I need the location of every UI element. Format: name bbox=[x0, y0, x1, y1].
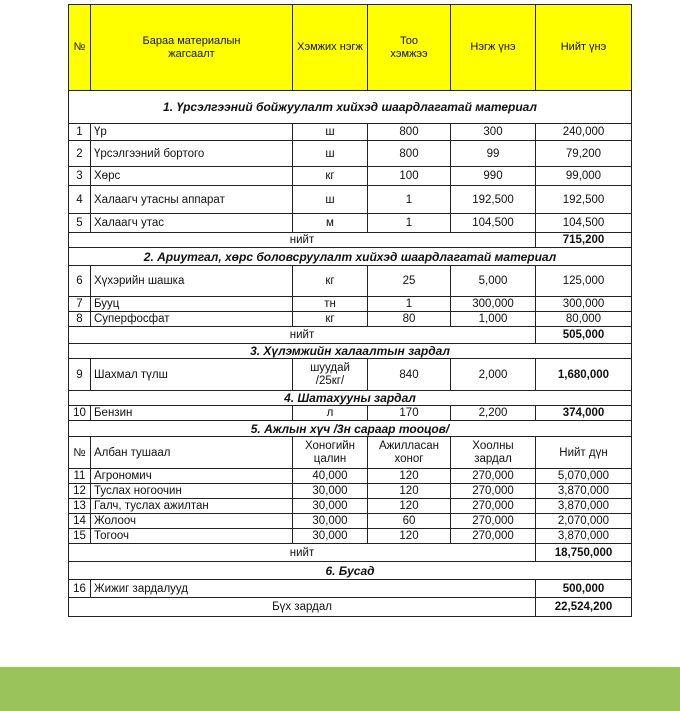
subtotal-label: нийт bbox=[69, 544, 536, 562]
row-unit: тн bbox=[293, 297, 368, 312]
row-unit: л bbox=[293, 406, 368, 421]
row-qty: 1 bbox=[368, 186, 451, 214]
subtotal-row bbox=[69, 233, 632, 248]
row-total: 79,200 bbox=[536, 141, 632, 167]
row-wage: 30,000 bbox=[293, 514, 368, 529]
row-no: 8 bbox=[69, 312, 91, 327]
row-total: 192,500 bbox=[536, 186, 632, 214]
row-name: Жолооч bbox=[91, 514, 293, 529]
table-row bbox=[69, 580, 632, 598]
row-no: 7 bbox=[69, 297, 91, 312]
row-name: Суперфосфат bbox=[91, 312, 293, 327]
row-food: 270,000 bbox=[451, 484, 536, 499]
section-title: 4. Шатахууны зардал bbox=[69, 391, 632, 406]
section-title: 6. Бусад bbox=[69, 562, 632, 580]
row-no: 11 bbox=[69, 469, 91, 484]
row-qty: 1 bbox=[368, 297, 451, 312]
labor-header-total: Нийт дүн bbox=[536, 437, 632, 469]
grand-total-value: 22,524,200 bbox=[536, 598, 632, 617]
row-total: 500,000 bbox=[536, 580, 632, 598]
header-unit: Хэмжих нэгж bbox=[293, 5, 368, 91]
subtotal-label: нийт bbox=[69, 233, 536, 248]
row-unit: кг bbox=[293, 167, 368, 186]
row-total: 300,000 bbox=[536, 297, 632, 312]
row-total: 240,000 bbox=[536, 124, 632, 141]
table-row bbox=[69, 499, 632, 514]
subtotal-row bbox=[69, 327, 632, 344]
row-price: 104,500 bbox=[451, 214, 536, 233]
row-total: 125,000 bbox=[536, 266, 632, 297]
row-total: 374,000 bbox=[536, 406, 632, 421]
footer-green-bar bbox=[0, 667, 680, 711]
row-wage: 40,000 bbox=[293, 469, 368, 484]
row-price: 99 bbox=[451, 141, 536, 167]
subtotal-value: 505,000 bbox=[536, 327, 632, 344]
row-unit: кг bbox=[293, 266, 368, 297]
row-price: 990 bbox=[451, 167, 536, 186]
row-no: 16 bbox=[69, 580, 91, 598]
table-row bbox=[69, 484, 632, 499]
row-wage: 30,000 bbox=[293, 484, 368, 499]
row-price: 300,000 bbox=[451, 297, 536, 312]
row-name: Үрсэлгээний бортого bbox=[91, 141, 293, 167]
row-unit: м bbox=[293, 214, 368, 233]
row-days: 120 bbox=[368, 484, 451, 499]
row-food: 270,000 bbox=[451, 529, 536, 544]
row-no: 1 bbox=[69, 124, 91, 141]
row-name: Галч, туслах ажилтан bbox=[91, 499, 293, 514]
row-no: 6 bbox=[69, 266, 91, 297]
row-total: 3,870,000 bbox=[536, 499, 632, 514]
table-header-row bbox=[69, 5, 632, 91]
table-row bbox=[69, 141, 632, 167]
labor-header-row bbox=[69, 437, 632, 469]
table-row bbox=[69, 514, 632, 529]
table-row bbox=[69, 359, 632, 391]
row-name: Халаагч утас bbox=[91, 214, 293, 233]
row-total: 5,070,000 bbox=[536, 469, 632, 484]
row-qty: 100 bbox=[368, 167, 451, 186]
row-no: 2 bbox=[69, 141, 91, 167]
labor-header-name: Албан тушаал bbox=[91, 437, 293, 469]
row-price: 300 bbox=[451, 124, 536, 141]
subtotal-value: 18,750,000 bbox=[536, 544, 632, 562]
row-no: 14 bbox=[69, 514, 91, 529]
header-total: Нийт үнэ bbox=[536, 5, 632, 91]
row-total: 104,500 bbox=[536, 214, 632, 233]
table-row bbox=[69, 469, 632, 484]
labor-header-food: Хоолны зардал bbox=[451, 437, 536, 469]
table-row bbox=[69, 529, 632, 544]
row-qty: 1 bbox=[368, 214, 451, 233]
header-name: Бараа материалын жагсаалт bbox=[91, 5, 293, 91]
row-price: 2,200 bbox=[451, 406, 536, 421]
row-no: 4 bbox=[69, 186, 91, 214]
subtotal-value: 715,200 bbox=[536, 233, 632, 248]
header-qty: Тоо хэмжээ bbox=[368, 5, 451, 91]
row-food: 270,000 bbox=[451, 469, 536, 484]
row-name: Хөрс bbox=[91, 167, 293, 186]
row-name: Хүхэрийн шашка bbox=[91, 266, 293, 297]
labor-header-no: № bbox=[69, 437, 91, 469]
row-no: 9 bbox=[69, 359, 91, 391]
row-days: 60 bbox=[368, 514, 451, 529]
row-wage: 30,000 bbox=[293, 529, 368, 544]
row-no: 15 bbox=[69, 529, 91, 544]
table-row bbox=[69, 312, 632, 327]
row-days: 120 bbox=[368, 499, 451, 514]
cost-table bbox=[68, 4, 632, 617]
subtotal-row bbox=[69, 544, 632, 562]
row-days: 120 bbox=[368, 469, 451, 484]
row-total: 3,870,000 bbox=[536, 484, 632, 499]
row-qty: 840 bbox=[368, 359, 451, 391]
row-total: 99,000 bbox=[536, 167, 632, 186]
row-name: Бензин bbox=[91, 406, 293, 421]
row-name: Жижиг зардалууд bbox=[91, 580, 536, 598]
row-price: 1,000 bbox=[451, 312, 536, 327]
table-row bbox=[69, 214, 632, 233]
row-qty: 800 bbox=[368, 141, 451, 167]
row-total: 1,680,000 bbox=[536, 359, 632, 391]
row-name: Үр bbox=[91, 124, 293, 141]
row-unit: кг bbox=[293, 312, 368, 327]
table-row bbox=[69, 167, 632, 186]
section-title: 5. Ажлын хүч /3н сараар тооцов/ bbox=[69, 421, 632, 437]
header-price: Нэгж үнэ bbox=[451, 5, 536, 91]
row-food: 270,000 bbox=[451, 514, 536, 529]
row-total: 3,870,000 bbox=[536, 529, 632, 544]
row-unit: ш bbox=[293, 186, 368, 214]
cost-table-sheet bbox=[68, 4, 631, 617]
row-price: 192,500 bbox=[451, 186, 536, 214]
table-row bbox=[69, 186, 632, 214]
labor-header-days: Ажилласан хоног bbox=[368, 437, 451, 469]
row-name: Бууц bbox=[91, 297, 293, 312]
row-days: 120 bbox=[368, 529, 451, 544]
row-name: Шахмал түлш bbox=[91, 359, 293, 391]
row-qty: 80 bbox=[368, 312, 451, 327]
row-name: Халаагч утасны аппарат bbox=[91, 186, 293, 214]
row-price: 2,000 bbox=[451, 359, 536, 391]
section-title: 2. Ариутгал, хөрс боловсруулалт хийхэд шаардлагатай материал bbox=[69, 248, 632, 266]
row-wage: 30,000 bbox=[293, 499, 368, 514]
subtotal-label: нийт bbox=[69, 327, 536, 344]
row-total: 2,070,000 bbox=[536, 514, 632, 529]
row-name: Агрономич bbox=[91, 469, 293, 484]
table-row bbox=[69, 297, 632, 312]
row-qty: 25 bbox=[368, 266, 451, 297]
row-name: Туслах ногоочин bbox=[91, 484, 293, 499]
row-unit: шуудай /25кг/ bbox=[293, 359, 368, 391]
table-row bbox=[69, 266, 632, 297]
row-no: 5 bbox=[69, 214, 91, 233]
row-no: 3 bbox=[69, 167, 91, 186]
row-qty: 170 bbox=[368, 406, 451, 421]
table-row bbox=[69, 124, 632, 141]
row-total: 80,000 bbox=[536, 312, 632, 327]
grand-total-label: Бүх зардал bbox=[69, 598, 536, 617]
row-unit: ш bbox=[293, 141, 368, 167]
row-no: 12 bbox=[69, 484, 91, 499]
row-no: 10 bbox=[69, 406, 91, 421]
grand-total-row bbox=[69, 598, 632, 617]
table-row bbox=[69, 406, 632, 421]
section-title: 3. Хүлэмжийн халаалтын зардал bbox=[69, 344, 632, 359]
row-qty: 800 bbox=[368, 124, 451, 141]
header-no: № bbox=[69, 5, 91, 91]
section-title: 1. Үрсэлгээний бойжуулалт хийхэд шаардлагатай материал bbox=[69, 91, 632, 124]
row-price: 5,000 bbox=[451, 266, 536, 297]
row-food: 270,000 bbox=[451, 499, 536, 514]
row-no: 13 bbox=[69, 499, 91, 514]
row-name: Тогооч bbox=[91, 529, 293, 544]
row-unit: ш bbox=[293, 124, 368, 141]
labor-header-wage: Хоногийн цалин bbox=[293, 437, 368, 469]
